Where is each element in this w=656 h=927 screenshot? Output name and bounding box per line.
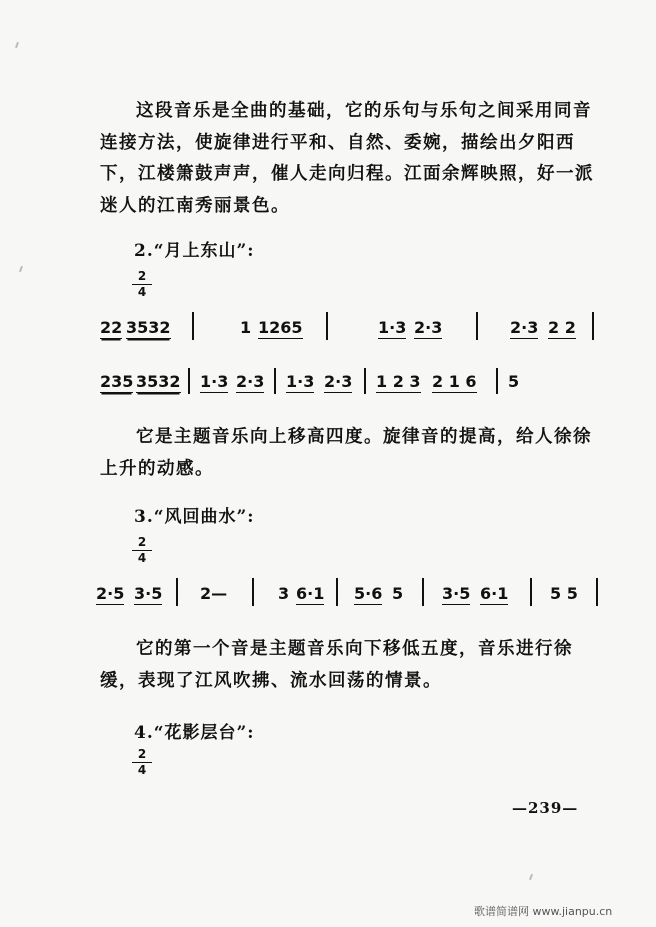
barline xyxy=(176,578,178,606)
page-number: —239— xyxy=(512,799,579,817)
text-line: 这段音乐是全曲的基础，它的乐句与乐句之间采用同音 xyxy=(136,101,592,121)
note-group: 3·5 xyxy=(442,584,471,603)
barline xyxy=(530,578,532,606)
barline xyxy=(596,578,598,606)
note-group: 1265 xyxy=(258,318,303,337)
note-group: 1 2 3 xyxy=(376,372,421,391)
barline xyxy=(496,368,498,394)
note-group: 3532 xyxy=(126,318,171,337)
text-line: 它是主题音乐向上移高四度。旋律音的提高，给人徐徐 xyxy=(136,427,592,447)
note-group: 1·3 xyxy=(286,372,315,391)
note-group: 1 xyxy=(240,318,252,337)
text-line: 缓，表现了江风吹拂、流水回荡的情景。 xyxy=(100,670,442,691)
time-signature: 2 4 xyxy=(132,536,152,565)
note-group: 2·3 xyxy=(414,318,443,337)
barline xyxy=(188,368,190,394)
note-group: 5 xyxy=(508,372,520,391)
note-group: 2·3 xyxy=(510,318,539,337)
note-group: 2— xyxy=(200,584,228,603)
note-group: 5 5 xyxy=(550,584,578,603)
scan-speck xyxy=(15,42,19,48)
note-group: 1·3 xyxy=(378,318,407,337)
barline xyxy=(336,578,338,606)
note-group: 5 xyxy=(392,584,404,603)
note-group: 2·5 xyxy=(96,584,125,603)
note-group: 22 xyxy=(100,318,123,337)
barline xyxy=(476,312,478,340)
section-heading-4: 4.“花影层台”: xyxy=(134,723,255,743)
note-group: 235 xyxy=(100,372,134,391)
text-line: 上升的动感。 xyxy=(100,458,214,479)
note-group: 1·3 xyxy=(200,372,229,391)
scan-speck xyxy=(529,874,533,880)
note-group: 2·3 xyxy=(236,372,265,391)
section-heading-2: 2.“月上东山”: xyxy=(134,241,255,261)
text-line: 下，江楼箫鼓声声，催人走向归程。江面余辉映照，好一派 xyxy=(100,164,594,184)
text-line: 迷人的江南秀丽景色。 xyxy=(100,195,290,216)
text-line: 连接方法，使旋律进行平和、自然、委婉，描绘出夕阳西 xyxy=(100,132,575,153)
note-group: 3·5 xyxy=(134,584,163,603)
barline xyxy=(422,578,424,606)
barline xyxy=(252,578,254,606)
paragraph-1 xyxy=(100,96,608,222)
note-group: 2 2 xyxy=(548,318,576,337)
score-line-2 xyxy=(100,372,600,402)
paragraph-2 xyxy=(100,422,608,485)
note-group: 3532 xyxy=(136,372,181,391)
barline xyxy=(592,312,594,340)
time-signature: 2 4 xyxy=(132,748,152,777)
text-line: 它的第一个音是主题音乐向下移低五度，音乐进行徐 xyxy=(136,639,573,659)
watermark: 歌谱简谱网 www.jianpu.cn xyxy=(474,905,613,918)
barline xyxy=(364,368,366,394)
note-group: 6·1 xyxy=(296,584,325,603)
score-line-3 xyxy=(96,584,606,614)
score-line-1 xyxy=(100,318,600,348)
paragraph-3 xyxy=(100,634,608,697)
barline xyxy=(192,312,194,340)
note-group: 2 1 6 xyxy=(432,372,477,391)
barline xyxy=(274,368,276,394)
note-group: 6·1 xyxy=(480,584,509,603)
note-group: 5·6 xyxy=(354,584,383,603)
note-group: 2·3 xyxy=(324,372,353,391)
barline xyxy=(326,312,328,340)
time-signature: 2 4 xyxy=(132,270,152,299)
note-group: 3 xyxy=(278,584,290,603)
scan-speck xyxy=(19,266,23,272)
section-heading-3: 3.“风回曲水”: xyxy=(134,507,255,527)
